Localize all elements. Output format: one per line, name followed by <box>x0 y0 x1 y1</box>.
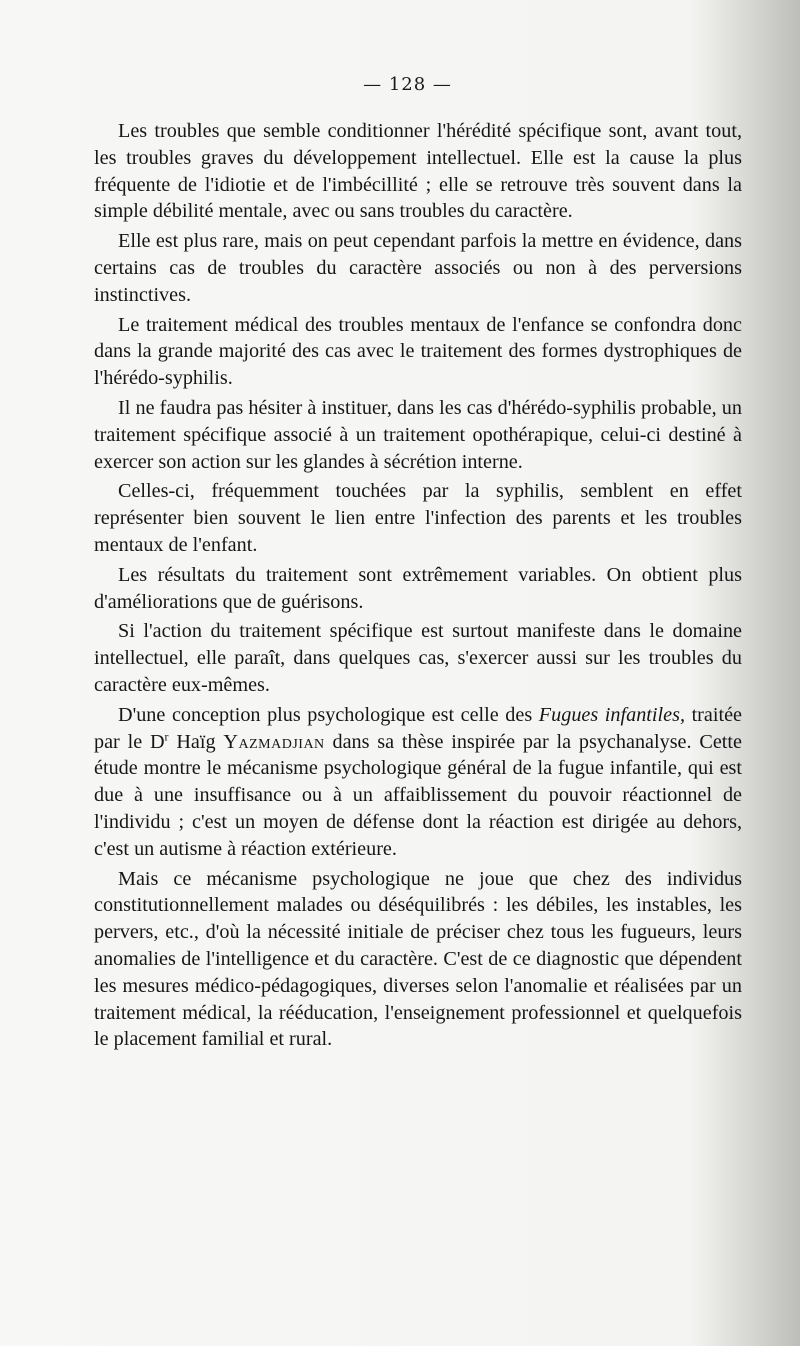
body-text <box>94 118 742 1056</box>
paragraph: Les troubles que semble conditionner l'hérédité spécifique sont, avant tout, les troubles graves du développement intellectuel. Elle est la cause la plus fréquente de l'idiotie et de l'imbécillité ; elle se retrouve très souvent dans la simple débilité mentale, avec ou sans troubles du caractère. <box>94 120 742 223</box>
page-number: — 128 — <box>363 74 452 95</box>
author-name: Yazmadjian <box>223 730 325 753</box>
paragraph: Celles-ci, fréquemment touchées par la syphilis, semblent en effet représenter bien souvent le lien entre l'infection des parents et les troubles mentaux de l'enfant. <box>94 480 742 556</box>
paragraph: Les résultats du traitement sont extrêmement variables. On obtient plus d'améliorations que de guérisons. <box>94 563 742 613</box>
superscript: r <box>164 728 169 743</box>
paragraph: Mais ce mécanisme psychologique ne joue que chez des individus constitutionnellement malades ou déséquilibrés : les débiles, les instables, les pervers, etc., d'où la nécessité initiale de préciser chez tous les fugueurs, leurs anomalies de l'intelligence et du caractère. C'est de ce diagnostic que dépendent les mesures médico-pédagogiques, diverses selon l'anomalie et réalisées par un traitement médical, la rééducation, l'enseignement professionnel et quelquefois le placement familial et rural. <box>94 867 742 1051</box>
paragraph: Il ne faudra pas hésiter à instituer, dans les cas d'hérédo-syphilis probable, un traitement spécifique associé à un traitement opothérapique, celui-ci destiné à exercer son action sur les glandes à sécrétion interne. <box>94 396 742 473</box>
italic-title: Fugues infantiles, <box>538 703 685 726</box>
paragraph: Le traitement médical des troubles mentaux de l'enfance se confondra donc dans la grande majorité des cas avec le traitement des formes dystrophiques de l'hérédo-syphilis. <box>94 313 742 390</box>
paragraph-text: Haïg <box>168 730 224 753</box>
paragraph-text: dans sa thèse inspirée par la psychanalyse. Cette étude montre le mécanisme psychologique général de la fugue infantile, qui est due à une insuffisance ou à un affaiblissement du pouvoir réactionnel de l'individu ; c'est un moyen de défense dont la réaction est dirigée au dehors, c'est un autisme à réaction extérieure. <box>94 730 742 860</box>
paragraph-text: D'une conception plus psychologique est celle des <box>118 703 539 726</box>
paragraph-fugues <box>94 702 742 863</box>
paragraph-text: traitée par le D <box>94 703 743 753</box>
paragraph: Si l'action du traitement spécifique est surtout manifeste dans le domaine intellectuel, elle paraît, dans quelques cas, s'exercer aussi sur les troubles du caractère eux-mêmes. <box>94 620 742 696</box>
paragraph: Elle est plus rare, mais on peut cependant parfois la mettre en évidence, dans certains cas de troubles du caractère associés ou non à des perversions instinctives. <box>94 230 742 306</box>
